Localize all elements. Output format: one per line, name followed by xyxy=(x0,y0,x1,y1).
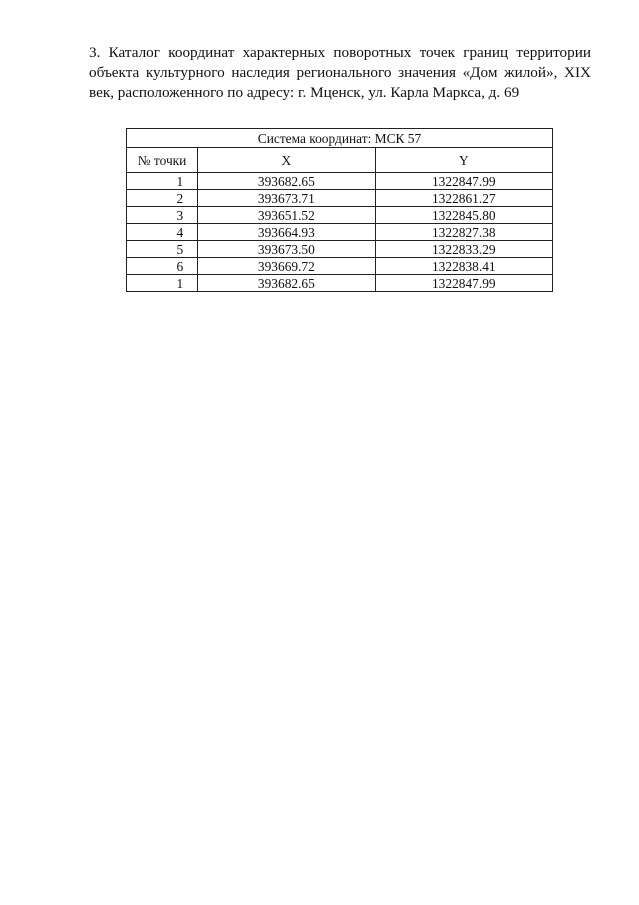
cell-y: 1322847.99 xyxy=(375,173,552,190)
cell-y: 1322827.38 xyxy=(375,224,552,241)
coordinate-system-row xyxy=(127,129,553,148)
cell-x: 393682.65 xyxy=(198,173,375,190)
cell-x: 393664.93 xyxy=(198,224,375,241)
cell-y: 1322833.29 xyxy=(375,241,552,258)
cell-point-number: 2 xyxy=(127,190,198,207)
table-row xyxy=(127,207,553,224)
cell-x: 393651.52 xyxy=(198,207,375,224)
cell-point-number: 1 xyxy=(127,275,198,292)
cell-y: 1322845.80 xyxy=(375,207,552,224)
cell-point-number: 1 xyxy=(127,173,198,190)
cell-y: 1322838.41 xyxy=(375,258,552,275)
cell-y: 1322847.99 xyxy=(375,275,552,292)
cell-x: 393682.65 xyxy=(198,275,375,292)
cell-point-number: 3 xyxy=(127,207,198,224)
coordinate-system-label: Система координат: МСК 57 xyxy=(127,129,553,148)
section-heading: 3. Каталог координат характерных поворотных точек границ территории объекта культурного наследия регионального значения «Дом жилой», XIX век, расположенного по адресу: г. Мценск, ул. Карла Маркса, д. 69 xyxy=(89,44,591,101)
table-row xyxy=(127,190,553,207)
header-point-number: № точки xyxy=(127,148,198,173)
coordinate-table xyxy=(126,128,553,292)
column-header-row xyxy=(127,148,553,173)
cell-point-number: 5 xyxy=(127,241,198,258)
table-row xyxy=(127,241,553,258)
table-row xyxy=(127,258,553,275)
header-y: Y xyxy=(375,148,552,173)
table-row xyxy=(127,173,553,190)
table-row xyxy=(127,224,553,241)
cell-x: 393673.71 xyxy=(198,190,375,207)
cell-x: 393669.72 xyxy=(198,258,375,275)
table-row xyxy=(127,275,553,292)
header-x: X xyxy=(198,148,375,173)
cell-x: 393673.50 xyxy=(198,241,375,258)
cell-y: 1322861.27 xyxy=(375,190,552,207)
cell-point-number: 6 xyxy=(127,258,198,275)
cell-point-number: 4 xyxy=(127,224,198,241)
